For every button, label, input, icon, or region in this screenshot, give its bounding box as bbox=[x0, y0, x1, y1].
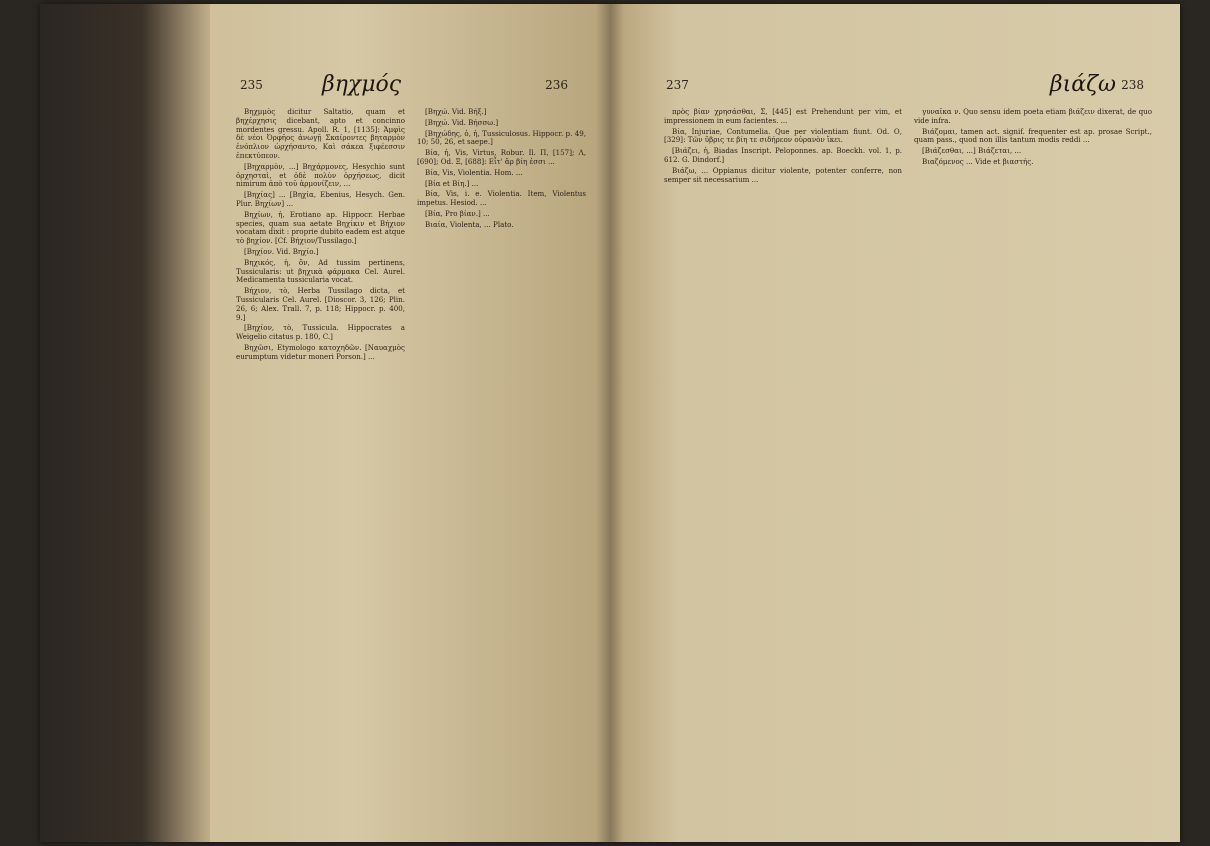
gutter-shadow bbox=[596, 4, 610, 842]
paragraph: Βηχικός, ἡ, ὄν, Ad tussim pertinens, Tussicularis: ut βηχικὰ φάρμακα Cel. Aurel. Medicamenta tussicularia vocat. bbox=[236, 257, 405, 285]
gutter-shadow bbox=[610, 4, 624, 842]
left-page bbox=[40, 4, 610, 842]
paragraph: [Βηχίον, τὸ, Tussicula. Hippocrates a Weigelio citatus p. 180, C.] bbox=[236, 323, 405, 342]
paragraph: [Βηχώ. Vid. Βήσσω.] bbox=[425, 117, 499, 127]
paragraph: Βήχιον, τὸ, Herba Tussilago dicta, et Tussicularis Cel. Aurel. [Dioscor. 3, 126; Plin. 26, 6; Alex. Trall. 7, p. 118; Hippocr. p. 400, 9.] bbox=[236, 286, 405, 322]
page-number: 238 bbox=[1121, 78, 1144, 92]
paragraph: πρὸς βίαν χρησάσθαι, Σ, [445] est Prehendunt per vim, et impressionem in eum facientes. ... bbox=[664, 108, 902, 125]
left-margin-shadow bbox=[40, 4, 210, 842]
paragraph: [Βηχαρμὸν, ...] Βηχάρμονες, Hesychio sunt ὀρχησταὶ, et ὁδὲ πολὺν ὀρχήσεως, dicit nimirum ἀπὸ τοῦ ἁρμονίζειν, ... bbox=[236, 161, 405, 189]
paragraph: Βηχίων, ἡ, Erotiano ap. Hippocr. Herbae species, quam sua aetate Βηχίκιν et Βήχιον vocatam dixit : proprie dubito eadem est atque τὸ βηχίον. [Cf. Βήχιον/Tussilago.] bbox=[236, 209, 405, 246]
paragraph: Βία, ἡ, Vis, Virtus, Robur. Il. Π, [157]; Λ, [690]; Od. Ξ, [688]: Εἶτ' ἄρ βίη ἐσσι ... bbox=[417, 148, 586, 166]
column-b bbox=[914, 108, 1152, 820]
paragraph: Βιαία, Violenta, ... Plato. bbox=[425, 219, 514, 229]
paragraph: γυναῖκα ν. Quo sensu idem poeta etiam βιάζειν dixerat, de quo vide infra. bbox=[914, 108, 1152, 125]
text-columns bbox=[236, 108, 586, 820]
paragraph: Βηχῶσι, Etymologo κατοχηδῶν. [Ναυαχμὸς eurumptum videtur moneri Porson.] ... bbox=[236, 342, 405, 361]
paragraph: Βία, Vis, i. e. Violentia. Item, Violentus impetus. Hesiod. ... bbox=[417, 189, 586, 208]
page-number: 236 bbox=[545, 78, 568, 92]
page-number: 237 bbox=[666, 78, 689, 92]
book-spread bbox=[40, 4, 1180, 842]
paragraph: Βία, Injuriae, Contumelia. Que per violentiam fiunt. Od. Ο, [329]: Τῶν ὕβρις τε βίη τε σιδήρεον οὐρανὸν ἵκει. bbox=[664, 126, 902, 145]
column-a bbox=[664, 108, 902, 820]
page-number: 235 bbox=[240, 78, 263, 92]
paragraph: [Βία, Pro βίαν.] ... bbox=[425, 208, 490, 218]
page-header bbox=[40, 72, 610, 100]
paragraph: [Βηχίας] ... [Βηχία, Ebenius, Hesych. Gen. Plur. Βηχίων] ... bbox=[236, 190, 405, 208]
paragraph: Βιαζόμενος ... Vide et βιαστής. bbox=[922, 156, 1034, 166]
paragraph: [Βηχώδης, ὁ, ἡ, Tussiculosus. Hippocr. p. 49, 10; 50, 26, et saepe.] bbox=[417, 128, 586, 147]
catchword: βιάζω bbox=[1049, 72, 1116, 97]
column-a bbox=[236, 108, 405, 820]
paragraph: [Βηχώ. Vid. Βήξ.] bbox=[425, 108, 487, 116]
right-page bbox=[610, 4, 1180, 842]
paragraph: Βιάζομαι, tamen act. signif. frequenter est ap. prosae Script., quam pass., quod non illis tantum modis reddi ... bbox=[914, 126, 1152, 145]
text-columns bbox=[664, 108, 1152, 820]
paragraph: Βηχμμὸς dicitur Saltatio, quam et βηχέρχησις dicebant, apto et concinno mordentes gressu. Apoll. R. 1, [1135]: Ἀμφὶς δὲ νέοι Ὀρφῆος ἀνωγῇ Σκαίροντες βηταρμὸν ἐνόπλιον ὠρχήσαντο, Καὶ σάκεα ξιφέεσσιν ἐπεκτύπεον. bbox=[236, 108, 405, 160]
paragraph: Βιάζω, ... Oppianus dicitur violente, potenter conferre, non semper sit necessarium ... bbox=[664, 165, 902, 184]
paragraph: [Βιάζεσθαι, ...] Βιάζεται, ... bbox=[922, 146, 1022, 156]
column-b bbox=[417, 108, 586, 820]
catchword: βηχμός bbox=[322, 72, 402, 97]
paragraph: Βία, Vis, Violentia. Hom. ... bbox=[425, 167, 523, 177]
paragraph: [Βία et Βίη.] ... bbox=[425, 178, 479, 188]
paragraph: [Βηχίον. Vid. Βηχίο.] bbox=[244, 246, 319, 256]
page-header bbox=[610, 72, 1180, 100]
paragraph: [Βιάζει, ἡ, Biadas Inscript. Peloponnes. ap. Boeckh. vol. 1, p. 612. G. Dindorf.] bbox=[664, 146, 902, 164]
